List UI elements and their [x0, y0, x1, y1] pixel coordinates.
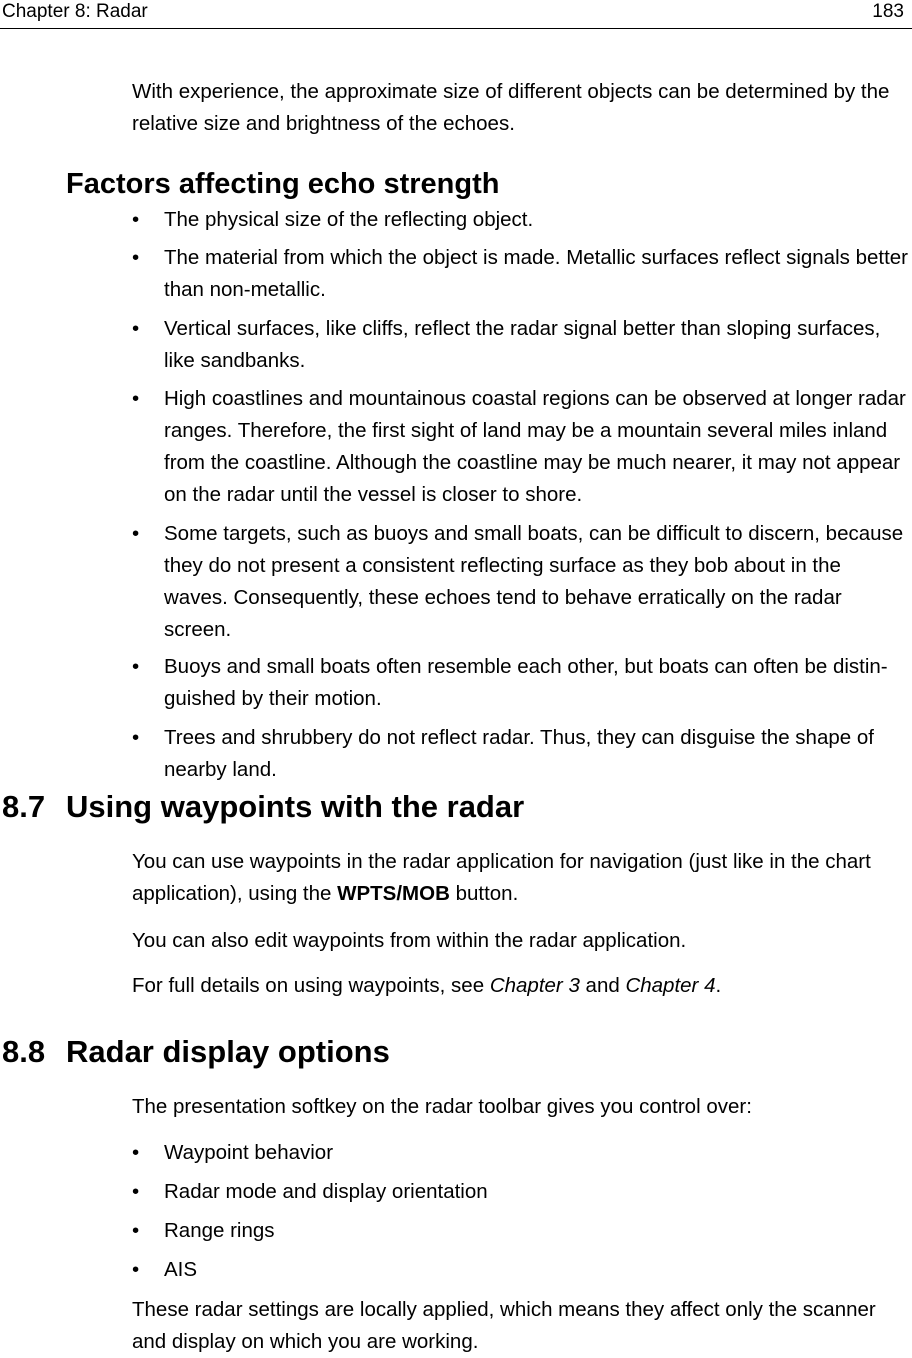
presentation-paragraph: The presentation softkey on the radar toolbar gives you control over:: [132, 1095, 752, 1118]
bullet-icon: •: [132, 655, 140, 678]
text-run: You can use waypoints in the radar application for navigation (just like in the chart application), using the: [132, 850, 871, 905]
text-run: .: [715, 974, 722, 997]
section-number: 8.7: [2, 789, 46, 824]
chapter-4-reference[interactable]: Chapter 4: [625, 974, 716, 997]
text-run: and: [579, 974, 626, 997]
bullet-icon: •: [132, 317, 140, 340]
intro-paragraph: With experience, the approximate size of different objects can be determined by the relative size and brightness of the echoes.: [132, 80, 890, 135]
section-title: Using waypoints with the radar: [66, 789, 525, 824]
bullet-icon: •: [132, 1219, 140, 1242]
list-item-text: Buoys and small boats often resemble each other, but boats can often be distin-guished by their motion.: [164, 655, 888, 710]
list-item: [132, 242, 908, 306]
text-run: For full details on using waypoints, see: [132, 974, 490, 997]
list-item-text: Vertical surfaces, like cliffs, reflect the radar signal better than sloping surfaces, like sandbanks.: [164, 317, 881, 372]
text-run: button.: [449, 882, 519, 905]
factors-list: [132, 204, 908, 786]
bullet-icon: •: [132, 726, 140, 749]
list-item: [132, 1254, 908, 1286]
running-header: [0, 0, 912, 29]
list-item: [132, 651, 908, 715]
list-item: [132, 1137, 908, 1169]
list-item: [132, 722, 908, 786]
list-item: [132, 313, 908, 377]
list-item-text: The physical size of the reflecting object.: [164, 208, 534, 231]
chapter-3-reference[interactable]: Chapter 3: [489, 974, 580, 997]
list-item: [132, 1215, 908, 1247]
bullet-icon: •: [132, 208, 140, 231]
section-number: 8.8: [2, 1034, 46, 1069]
list-item-text: Range rings: [164, 1219, 275, 1242]
factors-heading: Factors affecting echo strength: [66, 168, 500, 200]
list-item-text: The material from which the object is made. Metallic surfaces reflect signals better than non-metallic.: [164, 246, 908, 301]
list-item-text: Trees and shrubbery do not reflect radar. Thus, they can disguise the shape of nearby land.: [164, 726, 874, 781]
full-details-paragraph: [132, 970, 902, 1002]
bullet-icon: •: [132, 1141, 140, 1164]
settings-paragraph: These radar settings are locally applied, which means they affect only the scanner and display on which you are working.: [132, 1298, 876, 1353]
list-item-text: Some targets, such as buoys and small boats, can be difficult to discern, because they do not present a consistent reflecting surface as they bob about in the waves. Consequently, these echoes tend to behave erratically on the radar screen.: [164, 522, 904, 641]
wpts-mob-button-label: WPTS/MOB: [337, 882, 450, 905]
bullet-icon: •: [132, 246, 140, 269]
display-options-list: [132, 1137, 908, 1286]
list-item-text: Waypoint behavior: [164, 1141, 334, 1164]
edit-waypoints-paragraph: You can also edit waypoints from within the radar application.: [132, 929, 687, 952]
chapter-title: Chapter 8: Radar: [2, 1, 148, 22]
bullet-icon: •: [132, 522, 140, 545]
list-item: [132, 383, 908, 511]
bullet-icon: •: [132, 1180, 140, 1203]
bullet-icon: •: [132, 1258, 140, 1281]
list-item: [132, 1176, 908, 1208]
bullet-icon: •: [132, 387, 140, 410]
list-item-text: Radar mode and display orientation: [164, 1180, 488, 1203]
list-item-text: AIS: [164, 1258, 198, 1281]
list-item-text: High coastlines and mountainous coastal regions can be observed at longer radar ranges. Therefore, the first sight of land may be a mountain several miles inland from the coastline. Although the coastline may be much nearer, it may not appear on the radar until the vessel is closer to shore.: [164, 387, 906, 506]
section-title: Radar display options: [66, 1034, 390, 1069]
section-heading-8-7: [2, 789, 524, 825]
page-number: 183: [872, 1, 904, 22]
waypoints-paragraph: [132, 846, 902, 910]
section-heading-8-8: [2, 1034, 390, 1070]
list-item: [132, 518, 908, 646]
list-item: [132, 204, 908, 236]
